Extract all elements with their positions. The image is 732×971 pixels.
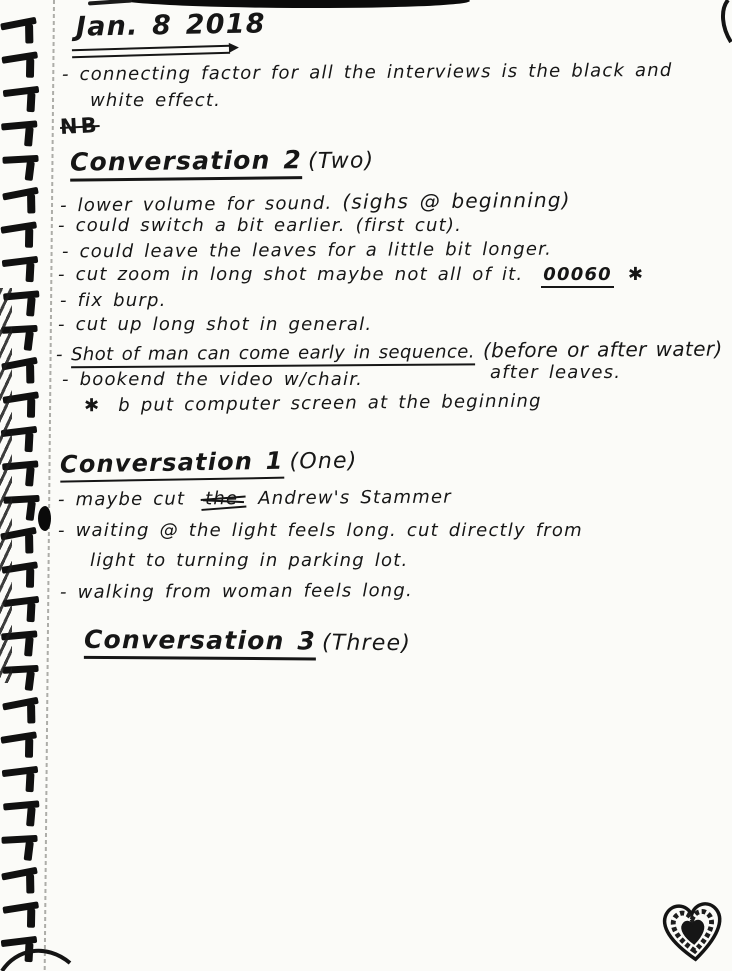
note-text: light to turning in parking lot. bbox=[90, 550, 409, 571]
spiral-coil bbox=[3, 799, 44, 826]
section-heading-conversation-3 bbox=[84, 625, 411, 658]
note-text: - could switch a bit earlier. bbox=[58, 215, 346, 236]
spiral-coil bbox=[1, 119, 42, 146]
star-mark: ✱ bbox=[627, 264, 645, 285]
corner-curl-mark bbox=[704, 0, 732, 44]
date-heading: Jan. 8 2018 bbox=[75, 8, 266, 43]
note-line bbox=[60, 188, 571, 217]
heart-doodle bbox=[655, 891, 731, 969]
spiral-coil bbox=[1, 153, 43, 182]
note-text: - could leave the leaves for a little bit longer. bbox=[61, 238, 553, 263]
note-line bbox=[60, 580, 413, 603]
section-heading-conversation-1 bbox=[60, 445, 358, 480]
note-paren: (sighs @ beginning) bbox=[342, 187, 571, 214]
intro-note-line1: - connecting factor for all the interviews is the black and bbox=[61, 59, 673, 86]
spiral-coil bbox=[2, 51, 43, 78]
heading-suffix: (Three) bbox=[321, 630, 412, 657]
timecode: 00060 bbox=[541, 264, 614, 288]
date-underline-arrow bbox=[72, 45, 230, 58]
spiral-coil bbox=[0, 17, 42, 46]
heading-title: Conversation 1 bbox=[60, 447, 284, 483]
spiral-coil bbox=[2, 187, 44, 216]
note-line bbox=[56, 337, 723, 366]
heading-suffix: (One) bbox=[289, 448, 358, 475]
scan-shadow-top-tail bbox=[88, 0, 132, 6]
bullet-dash: - bbox=[55, 344, 63, 366]
note-paren: (before or after water) bbox=[482, 336, 723, 363]
ink-blob-mark bbox=[38, 506, 51, 531]
spiral-coil bbox=[2, 766, 42, 792]
heading-suffix: (Two) bbox=[307, 148, 375, 175]
note-line bbox=[58, 264, 644, 286]
note-text: - fix burp. bbox=[60, 290, 167, 311]
note-text: b put computer screen at the beginning bbox=[118, 390, 542, 417]
note-line bbox=[58, 520, 583, 542]
scratched-out-word: the bbox=[205, 488, 239, 510]
note-text: - waiting @ the light feels long. cut directly from bbox=[58, 520, 583, 541]
heading-title: Conversation 3 bbox=[84, 625, 316, 661]
note-paren: (first cut). bbox=[355, 215, 463, 236]
margin-scribble-doodle: NB bbox=[59, 112, 101, 140]
note-line bbox=[90, 550, 408, 572]
note-line bbox=[58, 215, 462, 237]
note-text: - cut zoom in long shot maybe not all of it. bbox=[58, 264, 524, 285]
note-line bbox=[60, 290, 167, 312]
note-text: Andrew's Stammer bbox=[258, 486, 452, 509]
note-text: after leaves. bbox=[490, 362, 622, 383]
spiral-coil bbox=[1, 731, 42, 758]
section-heading-conversation-2 bbox=[70, 144, 375, 178]
note-sub-annotation bbox=[490, 362, 621, 384]
note-line bbox=[58, 487, 452, 511]
heading-title: Conversation 2 bbox=[70, 145, 302, 181]
note-line bbox=[80, 391, 542, 417]
note-line bbox=[58, 314, 372, 336]
note-text: - walking from woman feels long. bbox=[59, 580, 414, 603]
note-text: - cut up long shot in general. bbox=[58, 314, 373, 335]
spiral-coil bbox=[1, 867, 43, 896]
scan-noise-specks bbox=[0, 0, 2, 2]
bottom-left-page-curl bbox=[0, 925, 72, 971]
underlined-note-text: Shot of man can come early in sequence. bbox=[71, 341, 475, 368]
note-text: - lower volume for sound. bbox=[59, 192, 333, 217]
spiral-coil bbox=[2, 697, 44, 726]
spiral-coil bbox=[2, 256, 42, 282]
note-line bbox=[62, 369, 363, 391]
star-mark: ✱ bbox=[83, 395, 101, 417]
spiral-coil bbox=[1, 221, 42, 248]
note-text: - maybe cut bbox=[57, 488, 186, 511]
intro-note-line2: white effect. bbox=[90, 90, 222, 111]
note-line bbox=[62, 239, 552, 263]
left-edge-smudge bbox=[0, 288, 12, 683]
spiral-coil bbox=[3, 86, 43, 112]
note-text: - bookend the video w/chair. bbox=[62, 369, 364, 390]
spiral-coil bbox=[0, 833, 42, 862]
scan-shadow-top-band bbox=[118, 0, 470, 9]
